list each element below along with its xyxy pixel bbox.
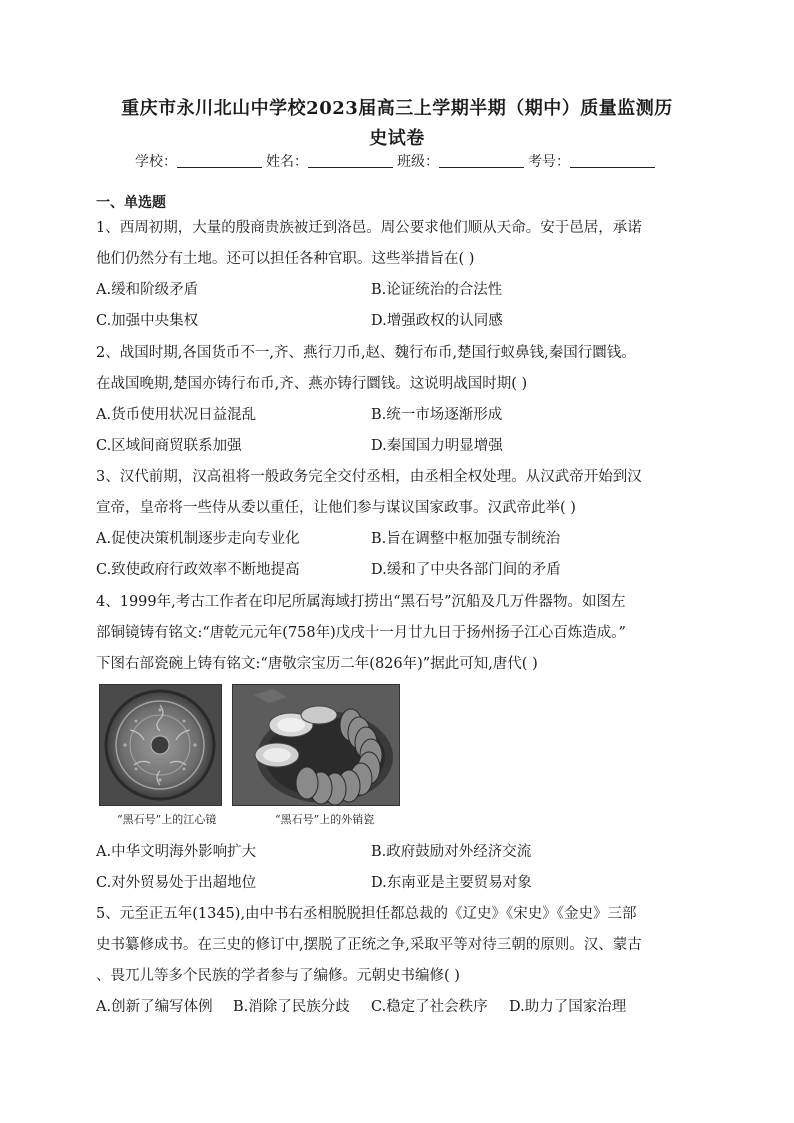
bronze-mirror-drawing: [100, 685, 221, 805]
bronze-mirror-image: [99, 684, 222, 806]
section-heading: 一、单选题: [96, 195, 166, 211]
exam-number-label: 考号：: [528, 154, 570, 170]
question-4-option-d[interactable]: D.东南亚是主要贸易对象: [371, 875, 532, 891]
question-1-option-b[interactable]: B.论证统治的合法性: [371, 282, 503, 298]
question-1-option-a[interactable]: A.缓和阶级矛盾: [96, 282, 199, 298]
question-5-stem-line-3: 、畏兀儿等多个民族的学者参与了编修。元朝史书编修( ): [96, 968, 460, 984]
school-label: 学校：: [135, 154, 177, 170]
question-1-option-d[interactable]: D.增强政权的认同感: [371, 313, 503, 329]
question-3-stem-line-1: 3、汉代前期，汉高祖将一般政务完全交付丞相，由丞相全权处理。从汉武帝开始到汉: [96, 469, 642, 485]
porcelain-bowls-drawing: [233, 685, 399, 805]
page-title: [60, 94, 734, 154]
question-2-stem-line-1: 2、战国时期,各国货币不一,齐、燕行刀币,赵、魏行布币,楚国行蚁鼻钱,秦国行圜钱。: [96, 345, 636, 361]
question-2-option-d[interactable]: D.秦国国力明显增强: [371, 438, 503, 454]
question-3-option-c[interactable]: C.致使政府行政效率不断地提高: [96, 562, 300, 578]
question-1-option-c[interactable]: C.加强中央集权: [96, 313, 199, 329]
school-blank[interactable]: [177, 153, 262, 168]
title-line-1: 重庆市永川北山中学校2023届高三上学期半期（期中）质量监测历: [121, 98, 673, 119]
question-5-option-d[interactable]: D.助力了国家治理: [509, 999, 627, 1015]
question-3-option-d[interactable]: D.缓和了中央各部门间的矛盾: [371, 562, 561, 578]
question-5-option-c[interactable]: C.稳定了社会秩序: [371, 999, 488, 1015]
figure-left-caption: “黑石号”上的江心镜: [117, 813, 217, 826]
export-porcelain-image: [232, 684, 400, 806]
question-1-stem-line-1: 1、西周初期，大量的殷商贵族被迁到洛邑。周公要求他们顺从天命。安于邑居，承诺: [96, 220, 642, 236]
name-blank[interactable]: [308, 153, 393, 168]
question-2-option-c[interactable]: C.区域间商贸联系加强: [96, 438, 242, 454]
exam-number-blank[interactable]: [570, 153, 655, 168]
question-2-option-a[interactable]: A.货币使用状况日益混乱: [96, 407, 257, 423]
question-5-option-a[interactable]: A.创新了编写体例: [96, 999, 213, 1015]
class-label: 班级：: [397, 154, 439, 170]
question-2-stem-line-2: 在战国晚期,楚国亦铸行布币,齐、燕亦铸行圜钱。这说明战国时期( ): [96, 376, 528, 392]
question-4-option-a[interactable]: A.中华文明海外影响扩大: [96, 844, 257, 860]
question-4-option-b[interactable]: B.政府鼓励对外经济交流: [371, 844, 532, 860]
question-4-stem-line-3: 下图右部瓷碗上铸有铭文:“唐敬宗宝历二年(826年)”据此可知,唐代( ): [96, 656, 538, 672]
question-4-stem-line-2: 部铜镜铸有铭文:“唐乾元元年(758年)戊戌十一月廿九日于扬州扬子江心百炼造成。”: [96, 625, 626, 641]
question-2-option-b[interactable]: B.统一市场逐渐形成: [371, 407, 503, 423]
class-blank[interactable]: [439, 153, 524, 168]
question-5-stem-line-1: 5、元至正五年(1345),由中书右丞相脱脱担任都总裁的《辽史》《宋史》《金史》三部: [96, 906, 637, 922]
question-4-stem-line-1: 4、1999年,考古工作者在印尼所属海域打捞出“黑石号”沉船及几万件器物。如图左: [96, 594, 626, 610]
question-3-stem-line-2: 宣帝，皇帝将一些侍从委以重任，让他们参与谋议国家政事。汉武帝此举( ): [96, 500, 576, 516]
question-3-option-b[interactable]: B.旨在调整中枢加强专制统治: [371, 531, 561, 547]
name-label: 姓名：: [266, 154, 308, 170]
figure-right-caption: “黑石号”上的外销瓷: [275, 813, 375, 826]
question-1-stem-line-2: 他们仍然分有土地。还可以担任各种官职。这些举措旨在( ): [96, 251, 475, 267]
question-3-option-a[interactable]: A.促使决策机制逐步走向专业化: [96, 531, 300, 547]
question-5-stem-line-2: 史书纂修成书。在三史的修订中,摆脱了正统之争,采取平等对待三朝的原则。汉、蒙古: [96, 937, 642, 953]
question-5-option-b[interactable]: B.消除了民族分歧: [233, 999, 350, 1015]
student-info-line: [0, 151, 794, 173]
question-4-option-c[interactable]: C.对外贸易处于出超地位: [96, 875, 257, 891]
title-line-2: 史试卷: [369, 128, 425, 149]
